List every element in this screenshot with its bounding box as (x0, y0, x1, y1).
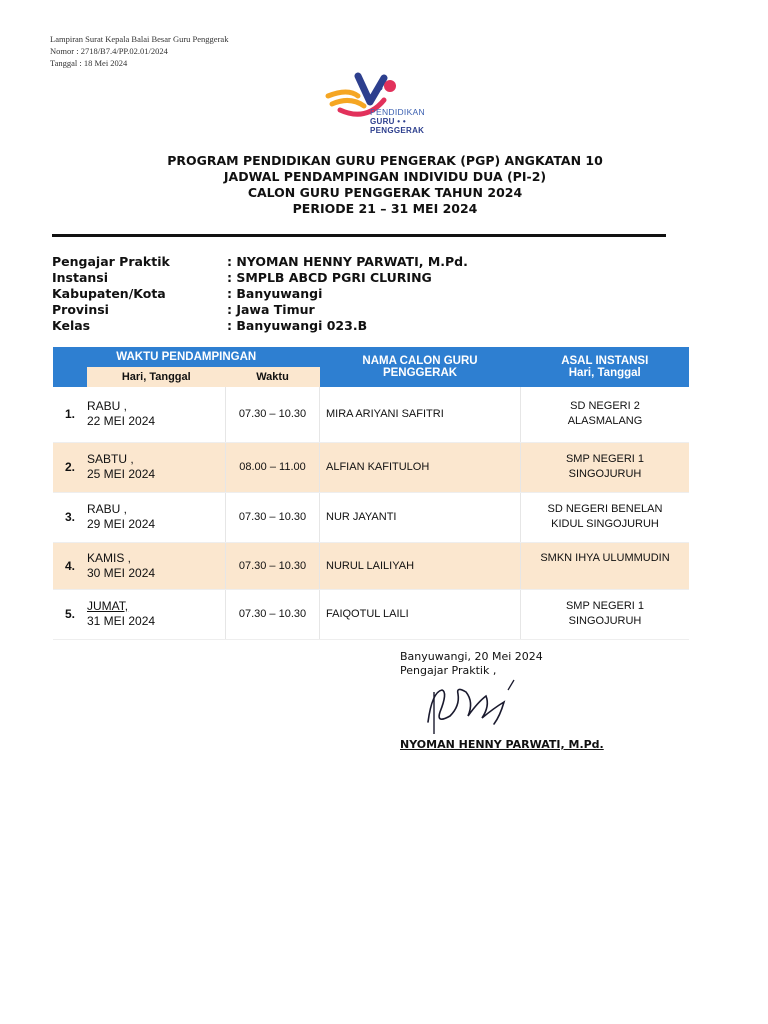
row-inst-line-1: SD NEGERI 2 (570, 400, 640, 413)
row-date-value: 25 MEI 2024 (87, 467, 156, 481)
table-row (53, 442, 689, 492)
info-label: Kabupaten/Kota (52, 286, 166, 301)
info-row (52, 318, 468, 334)
header-divider (52, 234, 666, 237)
row-date-value: 22 MEI 2024 (87, 414, 156, 429)
header-asal (521, 347, 690, 387)
row-number: 5. (53, 589, 87, 639)
row-day: RABU , (87, 399, 128, 414)
reference-line-2: Nomor : 2718/B7.4/PP.02.01/2024 (50, 46, 168, 56)
info-value: : SMPLB ABCD PGRI CLURING (227, 270, 432, 285)
info-row (52, 286, 468, 302)
signatory-name: NYOMAN HENNY PARWATI, M.Pd. (400, 738, 604, 751)
row-name: NUR JAYANTI (320, 492, 521, 542)
handwritten-signature-icon (420, 672, 530, 740)
info-value: : Banyuwangi (227, 286, 323, 301)
row-date (87, 492, 226, 542)
row-institution (521, 492, 690, 542)
header-asal-line-1: ASAL INSTANSI (561, 355, 649, 367)
header-nama (320, 347, 521, 387)
row-name: ALFIAN KAFITULOH (320, 442, 521, 492)
info-block (52, 254, 468, 334)
logo-line-1: PENDIDIKAN (370, 107, 425, 117)
row-inst-line-1: SMP NEGERI 1 (565, 453, 645, 465)
row-time: 08.00 – 11.00 (226, 442, 320, 492)
info-label: Provinsi (52, 302, 109, 317)
header-asal-line-2: Hari, Tanggal (568, 367, 641, 379)
row-time: 07.30 – 10.30 (226, 492, 320, 542)
info-row (52, 254, 468, 270)
reference-block (50, 33, 228, 69)
reference-line-3: Tanggal : 18 Mei 2024 (50, 58, 128, 68)
row-date-value: 30 MEI 2024 (87, 565, 156, 580)
row-time: 07.30 – 10.30 (226, 542, 320, 589)
row-number: 2. (53, 442, 87, 492)
row-inst-line-2: SINGOJURUH (568, 468, 642, 480)
info-value: : Jawa Timur (227, 302, 315, 317)
row-date-value: 31 MEI 2024 (87, 614, 156, 628)
info-label: Kelas (52, 318, 91, 333)
row-number: 1. (53, 387, 87, 442)
row-day: JUMAT, (87, 599, 129, 613)
row-date (87, 589, 226, 639)
row-institution (521, 542, 690, 589)
row-name: NURUL LAILIYAH (320, 542, 521, 589)
row-number: 4. (53, 542, 87, 589)
row-inst-line-2: ALASMALANG (567, 415, 643, 428)
row-institution (521, 442, 690, 492)
info-value: : Banyuwangi 023.B (227, 318, 368, 333)
title-line-3: CALON GURU PENGGERAK TAHUN 2024 (247, 185, 523, 200)
info-value: : NYOMAN HENNY PARWATI, M.Pd. (227, 254, 468, 269)
schedule-table (53, 347, 689, 640)
row-inst-line-2: KIDUL SINGOJURUH (551, 518, 659, 530)
header-hari: Hari, Tanggal (87, 367, 226, 387)
header-nama-line-2: PENGGERAK (382, 367, 458, 379)
reference-line-1: Lampiran Surat Kepala Balai Besar Guru Penggerak (50, 34, 229, 44)
info-label: Pengajar Praktik (52, 254, 170, 269)
row-day: RABU , (87, 502, 128, 516)
header-blank (53, 367, 87, 387)
row-time: 07.30 – 10.30 (226, 589, 320, 639)
header-nama-line-1: NAMA CALON GURU (362, 355, 478, 367)
info-row (52, 270, 468, 286)
table-row (53, 492, 689, 542)
row-inst-line-1: SMP NEGERI 1 (565, 600, 645, 612)
info-label: Instansi (52, 270, 109, 285)
row-number: 3. (53, 492, 87, 542)
row-day: SABTU , (87, 452, 134, 466)
row-date (87, 542, 226, 589)
header-jam: Waktu (226, 367, 320, 387)
row-name: MIRA ARIYANI SAFITRI (320, 387, 521, 442)
title-line-1: PROGRAM PENDIDIKAN GURU PENGERAK (PGP) ANGKATAN 10 (167, 153, 603, 168)
row-institution (521, 387, 690, 442)
logo-line-3: PENGGERAK (370, 126, 425, 135)
row-inst-line-2: SINGOJURUH (568, 615, 642, 627)
row-date (87, 442, 226, 492)
row-inst-line-1: SD NEGERI BENELAN (547, 503, 663, 515)
row-name: FAIQOTUL LAILI (320, 589, 521, 639)
table-row (53, 542, 689, 589)
title-line-4: PERIODE 21 – 31 MEI 2024 (292, 201, 478, 216)
row-date (87, 387, 226, 442)
signature-role: Pengajar Praktik , (400, 664, 497, 677)
signature-place-date: Banyuwangi, 20 Mei 2024 (400, 650, 543, 663)
header-waktu: WAKTU PENDAMPINGAN (53, 347, 320, 367)
row-institution (521, 589, 690, 639)
logo-line-2: GURU • • (370, 117, 407, 126)
table-row (53, 387, 689, 442)
title-line-2: JADWAL PENDAMPINGAN INDIVIDU DUA (PI-2) (223, 169, 547, 184)
row-time: 07.30 – 10.30 (226, 387, 320, 442)
info-row (52, 302, 468, 318)
logo-text (370, 108, 425, 135)
row-inst-line-1: SMKN IHYA ULUMMUDIN (540, 551, 670, 564)
row-day: KAMIS , (87, 550, 132, 565)
table-row (53, 589, 689, 639)
document-title (100, 153, 670, 217)
row-date-value: 29 MEI 2024 (87, 517, 156, 531)
